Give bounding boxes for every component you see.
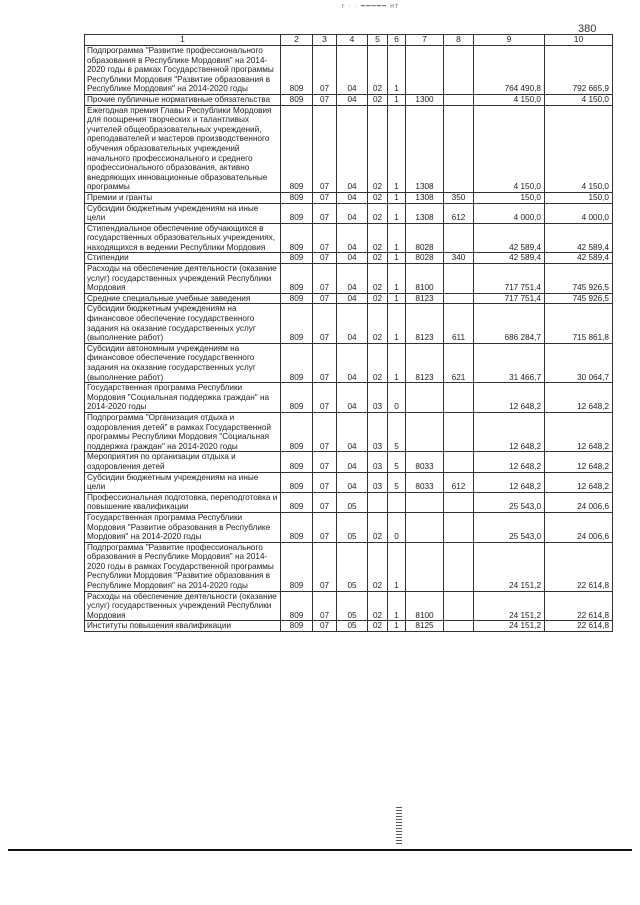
cell-program: 03 [368,412,388,451]
cell-subsection: 04 [337,452,368,472]
cell-expense-type [444,293,474,304]
cell-subsection: 05 [337,492,368,512]
cell-amount-year1: 12 648,2 [474,472,545,492]
cell-program: 02 [368,621,388,632]
row-description: Расходы на обеспечение деятельности (оказание услуг) государственных учреждений Республики Мордовия [85,591,281,621]
cell-subprogram: 1 [388,293,406,304]
cell-program: 02 [368,94,388,105]
cell-subprogram [388,492,406,512]
row-description: Субсидии бюджетным учреждениям на иные цели [85,472,281,492]
table-row [85,105,613,192]
cell-amount-year1: 717 751,4 [474,293,545,304]
cell-amount-year2: 4 000,0 [545,203,613,223]
column-header: 2 [281,35,313,46]
cell-subsection: 04 [337,304,368,343]
cell-ministry-code: 809 [281,492,313,512]
cell-section: 07 [313,203,337,223]
row-description: Расходы на обеспечение деятельности (оказание услуг) государственных учреждений Республики Мордовия [85,264,281,294]
cell-amount-year1: 42 589,4 [474,223,545,253]
column-header: 7 [406,35,444,46]
cell-subprogram: 1 [388,94,406,105]
table-row [85,512,613,542]
cell-program: 02 [368,192,388,203]
cell-amount-year1: 42 589,4 [474,253,545,264]
cell-section: 07 [313,223,337,253]
table-row [85,253,613,264]
cell-section: 07 [313,264,337,294]
table-row [85,343,613,382]
cell-amount-year1: 764 490,8 [474,46,545,95]
cell-ministry-code: 809 [281,472,313,492]
cell-section: 07 [313,492,337,512]
cell-subsection: 04 [337,293,368,304]
row-description: Государственная программа Республики Мордовия "Развитие образования в Республике Мордовия" на 2014-2020 годы [85,512,281,542]
cell-expense-type [444,105,474,192]
cell-amount-year2: 792 665,9 [545,46,613,95]
cell-target-article: 8033 [406,472,444,492]
cell-amount-year2: 4 150,0 [545,105,613,192]
table-row [85,304,613,343]
cell-amount-year2: 22 614,8 [545,591,613,621]
row-description: Институты повышения квалификации [85,621,281,632]
cell-section: 07 [313,412,337,451]
cell-section: 07 [313,383,337,413]
cell-program: 03 [368,452,388,472]
cell-subprogram: 0 [388,383,406,413]
cell-section: 07 [313,304,337,343]
cell-subsection: 05 [337,512,368,542]
cell-ministry-code: 809 [281,46,313,95]
table-row [85,591,613,621]
cell-section: 07 [313,105,337,192]
cell-amount-year1: 12 648,2 [474,383,545,413]
row-description: Стипендии [85,253,281,264]
cell-expense-type: 611 [444,304,474,343]
cell-expense-type: 612 [444,472,474,492]
cell-subsection: 04 [337,343,368,382]
cell-amount-year2: 4 150,0 [545,94,613,105]
page-number: 380 [578,23,597,35]
table-row [85,542,613,591]
cell-amount-year2: 715 861,8 [545,304,613,343]
table-row [85,412,613,451]
cell-amount-year2: 12 648,2 [545,383,613,413]
cell-section: 07 [313,94,337,105]
cell-amount-year1: 686 284,7 [474,304,545,343]
cell-section: 07 [313,293,337,304]
cell-ministry-code: 809 [281,621,313,632]
cell-subprogram: 1 [388,192,406,203]
cell-target-article: 8100 [406,264,444,294]
cell-amount-year2: 745 926,5 [545,293,613,304]
cell-amount-year1: 31 466,7 [474,343,545,382]
cell-subprogram: 1 [388,264,406,294]
cell-expense-type: 621 [444,343,474,382]
cell-section: 07 [313,46,337,95]
cell-subsection: 04 [337,264,368,294]
cell-expense-type: 340 [444,253,474,264]
cell-program: 03 [368,472,388,492]
cell-subprogram: 1 [388,46,406,95]
cell-target-article [406,412,444,451]
row-description: Подпрограмма "Развитие профессионального образования в Республике Мордовия" на 2014-2020 годы в рамках Государственной программы Республики Мордовия "Развитие образования в Республике Мордовия" на 2014-2020 годы [85,46,281,95]
cell-ministry-code: 809 [281,253,313,264]
cell-subprogram: 1 [388,304,406,343]
row-description: Стипендиальное обеспечение обучающихся в государственных образовательных учреждениях, находящихся в ведении Республики Мордовия [85,223,281,253]
cell-amount-year2: 30 064,7 [545,343,613,382]
cell-amount-year1: 4 150,0 [474,94,545,105]
table-row [85,492,613,512]
cell-amount-year2: 12 648,2 [545,472,613,492]
cell-target-article: 8123 [406,343,444,382]
cell-subprogram: 1 [388,105,406,192]
cell-ministry-code: 809 [281,383,313,413]
cell-program: 02 [368,203,388,223]
cell-target-article: 1308 [406,105,444,192]
cell-target-article [406,512,444,542]
cell-program [368,492,388,512]
binding-fold-mark [396,806,402,844]
cell-target-article: 8123 [406,304,444,343]
cell-subprogram: 5 [388,452,406,472]
row-description: Средние специальные учебные заведения [85,293,281,304]
cell-target-article [406,492,444,512]
cell-subsection: 04 [337,105,368,192]
cell-subprogram: 1 [388,343,406,382]
cell-amount-year1: 717 751,4 [474,264,545,294]
cell-program: 02 [368,512,388,542]
cell-target-article [406,383,444,413]
cell-ministry-code: 809 [281,105,313,192]
table-row [85,203,613,223]
column-header: 8 [444,35,474,46]
cell-ministry-code: 809 [281,542,313,591]
cell-expense-type [444,621,474,632]
row-description: Премии и гранты [85,192,281,203]
cell-amount-year2: 22 614,8 [545,621,613,632]
column-header: 3 [313,35,337,46]
column-header: 10 [545,35,613,46]
cell-subprogram: 0 [388,512,406,542]
cell-amount-year2: 42 589,4 [545,253,613,264]
cell-target-article: 8033 [406,452,444,472]
cell-subsection: 04 [337,412,368,451]
cell-target-article: 8123 [406,293,444,304]
cell-ministry-code: 809 [281,412,313,451]
table-row [85,472,613,492]
cell-ministry-code: 809 [281,192,313,203]
cell-section: 07 [313,542,337,591]
cell-program: 02 [368,542,388,591]
cell-ministry-code: 809 [281,452,313,472]
column-header: 6 [388,35,406,46]
row-description: Субсидии бюджетным учреждениям на иные цели [85,203,281,223]
cell-amount-year1: 12 648,2 [474,412,545,451]
cell-subprogram: 1 [388,542,406,591]
cell-amount-year1: 12 648,2 [474,452,545,472]
row-description: Ежегодная премия Главы Республики Мордовия для поощрения творческих и талантливых учителей общеобразовательных учреждений, преподавателей и мастеров производственного обучения образовательных учреждений начального профессионального и среднего профессионального образования, активно внедряющих инновационные образовательные программы [85,105,281,192]
cell-program: 02 [368,293,388,304]
column-header-row [85,35,613,46]
row-description: Прочие публичные нормативные обязательства [85,94,281,105]
table-row [85,452,613,472]
cell-subprogram: 5 [388,412,406,451]
page-bottom-rule [8,849,632,851]
cell-section: 07 [313,253,337,264]
cell-amount-year1: 25 543,0 [474,492,545,512]
cell-target-article: 8125 [406,621,444,632]
cell-expense-type [444,94,474,105]
cell-expense-type [444,383,474,413]
table-row [85,621,613,632]
cell-expense-type [444,492,474,512]
cell-expense-type [444,591,474,621]
cell-ministry-code: 809 [281,264,313,294]
cell-program: 02 [368,253,388,264]
cell-program: 02 [368,343,388,382]
row-description: Государственная программа Республики Мордовия "Социальная поддержка граждан" на 2014-2020 годы [85,383,281,413]
cell-ministry-code: 809 [281,343,313,382]
table-row [85,46,613,95]
cell-amount-year2: 150,0 [545,192,613,203]
cell-program: 03 [368,383,388,413]
cell-subsection: 05 [337,542,368,591]
row-description: Подпрограмма "Организация отдыха и оздоровления детей" в рамках Государственной программы Республики Мордовия "Социальная поддержка граждан" на 2014-2020 годы [85,412,281,451]
cell-subsection: 04 [337,472,368,492]
cell-amount-year1: 150,0 [474,192,545,203]
cell-subsection: 04 [337,253,368,264]
cell-amount-year2: 22 614,8 [545,542,613,591]
cell-amount-year1: 24 151,2 [474,591,545,621]
cell-expense-type [444,223,474,253]
cell-amount-year2: 24 006,6 [545,492,613,512]
cell-ministry-code: 809 [281,304,313,343]
column-header: 5 [368,35,388,46]
cell-target-article [406,46,444,95]
cell-subsection: 04 [337,94,368,105]
column-header: 4 [337,35,368,46]
cell-ministry-code: 809 [281,512,313,542]
table-row [85,293,613,304]
table-row [85,192,613,203]
cell-ministry-code: 809 [281,591,313,621]
cell-ministry-code: 809 [281,94,313,105]
cell-section: 07 [313,452,337,472]
budget-table [84,34,613,632]
cell-subsection: 04 [337,223,368,253]
cell-section: 07 [313,343,337,382]
top-scan-mark: г · · ━━━━━ нт [342,3,400,10]
cell-expense-type [444,264,474,294]
cell-subprogram: 1 [388,591,406,621]
cell-expense-type: 350 [444,192,474,203]
row-description: Мероприятия по организации отдыха и оздоровления детей [85,452,281,472]
cell-section: 07 [313,621,337,632]
cell-program: 02 [368,105,388,192]
cell-subsection: 05 [337,591,368,621]
cell-section: 07 [313,512,337,542]
cell-target-article: 8028 [406,253,444,264]
cell-expense-type [444,412,474,451]
column-header: 9 [474,35,545,46]
cell-subprogram: 1 [388,223,406,253]
cell-program: 02 [368,591,388,621]
cell-program: 02 [368,223,388,253]
cell-amount-year2: 745 926,5 [545,264,613,294]
cell-subprogram: 1 [388,253,406,264]
table-row [85,94,613,105]
row-description: Подпрограмма "Развитие профессионального образования в Республике Мордовия" на 2014-2020 годы в рамках Государственной программы Республики Мордовия "Развитие образования в Республике Мордовия" на 2014-2020 годы [85,542,281,591]
cell-amount-year2: 12 648,2 [545,452,613,472]
cell-subsection: 04 [337,383,368,413]
cell-expense-type [444,542,474,591]
cell-expense-type [444,452,474,472]
cell-subsection: 04 [337,203,368,223]
row-description: Субсидии бюджетным учреждениям на финансовое обеспечение государственного задания на оказание государственных услуг (выполнение работ) [85,304,281,343]
cell-section: 07 [313,192,337,203]
cell-target-article: 8100 [406,591,444,621]
table-row [85,383,613,413]
table-row [85,264,613,294]
cell-subsection: 04 [337,192,368,203]
column-header: 1 [85,35,281,46]
cell-ministry-code: 809 [281,293,313,304]
cell-amount-year2: 42 589,4 [545,223,613,253]
cell-amount-year1: 25 543,0 [474,512,545,542]
row-description: Субсидии автономным учреждениям на финансовое обеспечение государственного задания на оказание государственных услуг (выполнение работ) [85,343,281,382]
row-description: Профессиональная подготовка, переподготовка и повышение квалификации [85,492,281,512]
cell-subprogram: 1 [388,203,406,223]
cell-target-article [406,542,444,591]
cell-target-article: 1308 [406,203,444,223]
cell-section: 07 [313,472,337,492]
cell-amount-year1: 4 000,0 [474,203,545,223]
cell-expense-type: 612 [444,203,474,223]
cell-target-article: 8028 [406,223,444,253]
cell-target-article: 1308 [406,192,444,203]
cell-expense-type [444,512,474,542]
cell-target-article: 1300 [406,94,444,105]
cell-subsection: 05 [337,621,368,632]
cell-subsection: 04 [337,46,368,95]
cell-amount-year1: 4 150,0 [474,105,545,192]
cell-subprogram: 1 [388,621,406,632]
cell-ministry-code: 809 [281,203,313,223]
cell-amount-year2: 12 648,2 [545,412,613,451]
table-row [85,223,613,253]
cell-ministry-code: 809 [281,223,313,253]
cell-amount-year1: 24 151,2 [474,621,545,632]
cell-amount-year1: 24 151,2 [474,542,545,591]
cell-amount-year2: 24 006,6 [545,512,613,542]
cell-program: 02 [368,304,388,343]
cell-section: 07 [313,591,337,621]
cell-program: 02 [368,46,388,95]
cell-program: 02 [368,264,388,294]
cell-expense-type [444,46,474,95]
cell-subprogram: 5 [388,472,406,492]
